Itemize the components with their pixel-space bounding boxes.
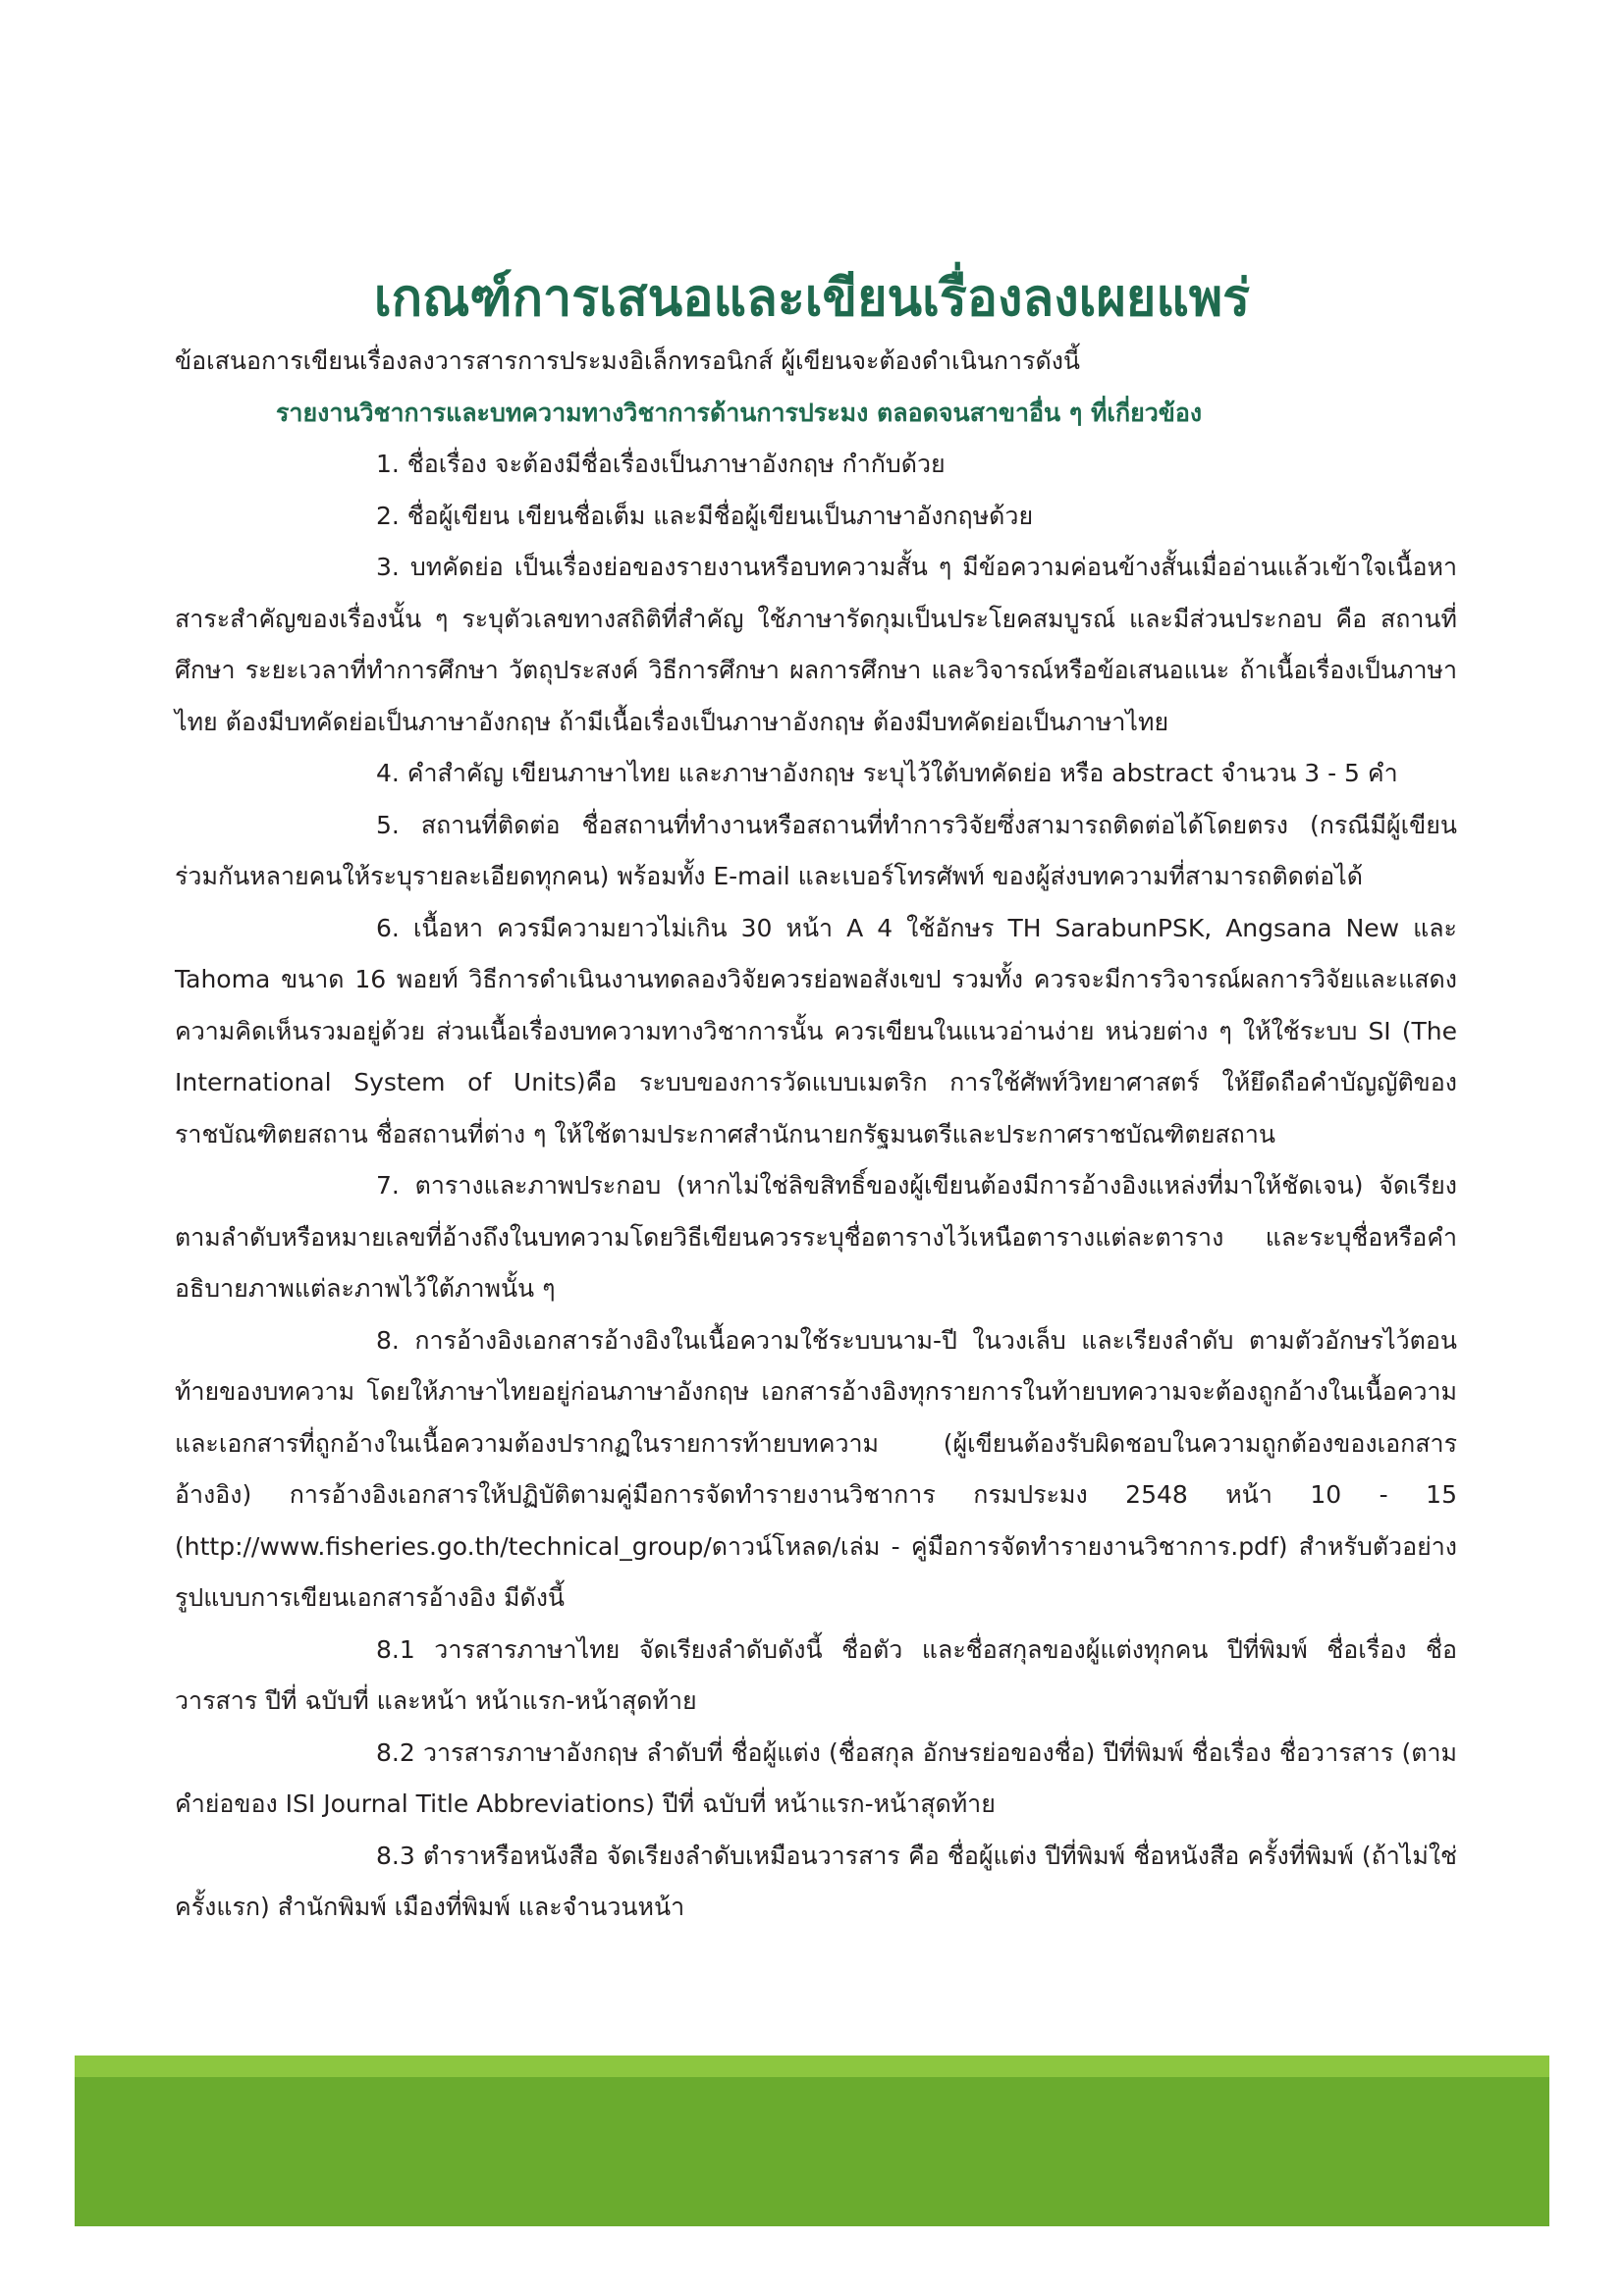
footer-bar-light — [75, 2056, 1549, 2077]
item-references: 8. การอ้างอิงเอกสารอ้างอิงในเนื้อความใช้ระบบนาม-ปี ในวงเล็บ และเรียงลำดับ ตามตัวอักษรไว้ตอนท้ายของบทความ โดยให้ภาษาไทยอยู่ก่อนภาษาอังกฤษ เอกสารอ้างอิงทุกรายการในท้ายบทความจะต้องถูกอ้างในเนื้อความ และเอกสารที่ถูกอ้างในเนื้อความต้องปรากฏในรายการท้ายบทความ (ผู้เขียนต้องรับผิดชอบในความถูกต้องของเอกสารอ้างอิง) การอ้างอิงเอกสารให้ปฏิบัติตามคู่มือการจัดทำรายงานวิชาการ กรมประมง 2548 หน้า 10 - 15 (http://www.fisheries.go.th/technical_group/ดาวน์โหลด/เล่ม - คู่มือการจัดทำรายงานวิชาการ.pdf) สำหรับตัวอย่างรูปแบบการเขียนเอกสารอ้างอิง มีดังนี้ — [175, 1325, 1457, 1612]
intro-paragraph: ข้อเสนอการเขียนเรื่องลงวารสารการประมงอิเล็กทรอนิกส์ ผู้เขียนจะต้องดำเนินการดังนี้ — [175, 347, 1081, 375]
item-ref-english-journal: 8.2 วารสารภาษาอังกฤษ ลำดับที่ ชื่อผู้แต่ง (ชื่อสกุล อักษรย่อของชื่อ) ปีที่พิมพ์ ชื่อเรื่อง ชื่อวารสาร (ตามคำย่อของ ISI Journal Title Abbreviations) ปีที่ ฉบับที่ หน้าแรก-หน้าสุดท้าย — [175, 1737, 1457, 1818]
section-subheading: รายงานวิชาการและบทความทางวิชาการด้านการประมง ตลอดจนสาขาอื่น ๆ ที่เกี่ยวข้อง — [276, 398, 1203, 427]
item-keywords: 4. คำสำคัญ เขียนภาษาไทย และภาษาอังกฤษ ระบุไว้ใต้บทคัดย่อ หรือ abstract จำนวน 3 - 5 คำ — [376, 759, 1398, 787]
footer-bar-dark — [75, 2077, 1549, 2226]
item-ref-thai-journal: 8.1 วารสารภาษาไทย จัดเรียงลำดับดังนี้ ชื่อตัว และชื่อสกุลของผู้แต่งทุกคน ปีที่พิมพ์ ชื่อเรื่อง ชื่อวารสาร ปีที่ ฉบับที่ และหน้า หน้าแรก-หน้าสุดท้าย — [175, 1634, 1457, 1715]
item-ref-book: 8.3 ตำราหรือหนังสือ จัดเรียงลำดับเหมือนวารสาร คือ ชื่อผู้แต่ง ปีที่พิมพ์ ชื่อหนังสือ ครั้งที่พิมพ์ (ถ้าไม่ใช่ครั้งแรก) สำนักพิมพ์ เมืองที่พิมพ์ และจำนวนหน้า — [175, 1841, 1457, 1921]
item-tables-figures: 7. ตารางและภาพประกอบ (หากไม่ใช่ลิขสิทธิ์ของผู้เขียนต้องมีการอ้างอิงแหล่งที่มาให้ชัดเจน) จัดเรียงตามลำดับหรือหมายเลขที่อ้างถึงในบทความโดยวิธีเขียนควรระบุชื่อตารางไว้เหนือตารางแต่ละตาราง และระบุชื่อหรือคำอธิบายภาพแต่ละภาพไว้ใต้ภาพนั้น ๆ — [175, 1171, 1457, 1303]
item-abstract: 3. บทคัดย่อ เป็นเรื่องย่อของรายงานหรือบทความสั้น ๆ มีข้อความค่อนข้างสั้นเมื่ออ่านแล้วเข้าใจเนื้อหาสาระสำคัญของเรื่องนั้น ๆ ระบุตัวเลขทางสถิติที่สำคัญ ใช้ภาษารัดกุมเป็นประโยคสมบูรณ์ และมีส่วนประกอบ คือ สถานที่ศึกษา ระยะเวลาที่ทำการศึกษา วัตถุประสงค์ วิธีการศึกษา ผลการศึกษา และวิจารณ์หรือข้อเสนอแนะ ถ้าเนื้อเรื่องเป็นภาษาไทย ต้องมีบทคัดย่อเป็นภาษาอังกฤษ ถ้ามีเนื้อเรื่องเป็นภาษาอังกฤษ ต้องมีบทคัดย่อเป็นภาษาไทย — [175, 553, 1457, 736]
item-content: 6. เนื้อหา ควรมีความยาวไม่เกิน 30 หน้า A 4 ใช้อักษร TH SarabunPSK, Angsana New และ Tahoma ขนาด 16 พอยท์ วิธีการดำเนินงานทดลองวิจัยควรย่อพอสังเขป รวมทั้ง ควรจะมีการวิจารณ์ผลการวิจัยและแสดงความคิดเห็นรวมอยู่ด้วย ส่วนเนื้อเรื่องบทความทางวิชาการนั้น ควรเขียนในแนวอ่านง่าย หน่วยต่าง ๆ ให้ใช้ระบบ SI (The International System of Units)คือ ระบบของการวัดแบบเมตริก การใช้ศัพท์วิทยาศาสตร์ ให้ยึดถือคำบัญญัติของราชบัณฑิตยสถาน ชื่อสถานที่ต่าง ๆ ให้ใช้ตามประกาศสำนักนายกรัฐมนตรีและประกาศราชบัณฑิตยสถาน — [175, 913, 1457, 1148]
page-title: เกณฑ์การเสนอและเขียนเรื่องลงเผยแพร่ — [373, 268, 1251, 328]
item-title: 1. ชื่อเรื่อง จะต้องมีชื่อเรื่องเป็นภาษาอังกฤษ กำกับด้วย — [376, 450, 946, 478]
item-contact: 5. สถานที่ติดต่อ ชื่อสถานที่ทำงานหรือสถานที่ทำการวิจัยซึ่งสามารถติดต่อได้โดยตรง (กรณีมีผู้เขียนร่วมกันหลายคนให้ระบุรายละเอียดทุกคน) พร้อมทั้ง E-mail และเบอร์โทรศัพท์ ของผู้ส่งบทความที่สามารถติดต่อได้ — [175, 810, 1457, 890]
item-author: 2. ชื่อผู้เขียน เขียนชื่อเต็ม และมีชื่อผู้เขียนเป็นภาษาอังกฤษด้วย — [376, 501, 1034, 530]
document-body — [175, 336, 1457, 1934]
